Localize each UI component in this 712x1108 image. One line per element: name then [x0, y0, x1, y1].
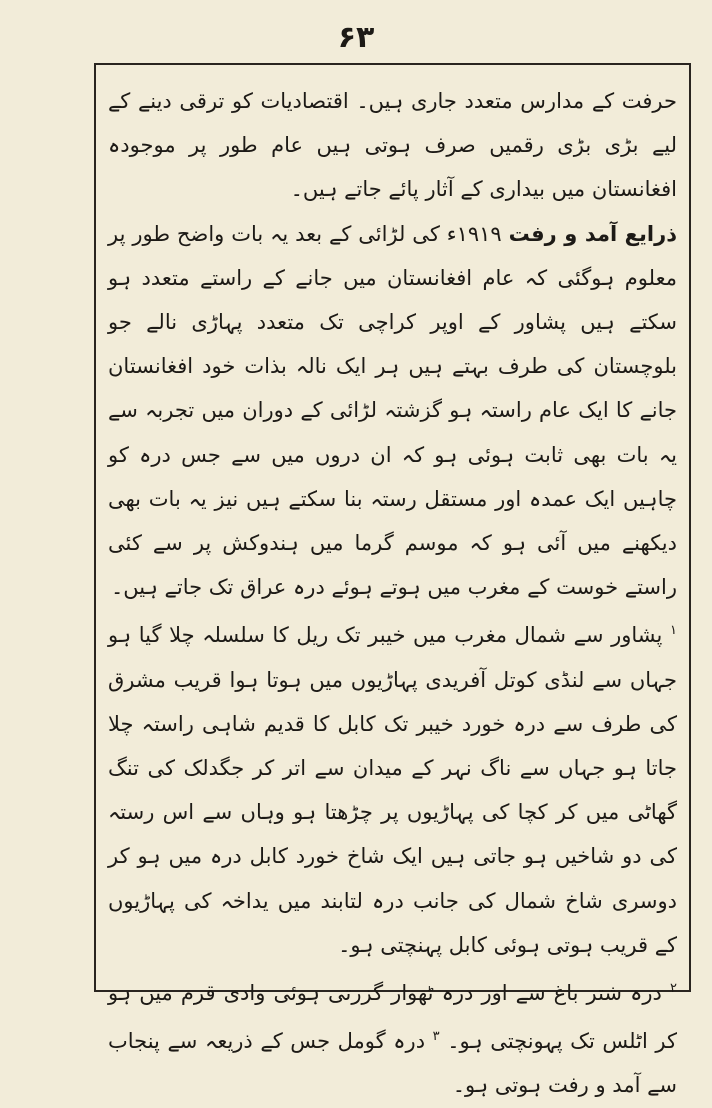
paragraph-1-text: حرفت کے مدارس متعدد جاری ہیں۔ اقتصادیات کو ترقی دینے کے لیے بڑی بڑی رقمیں صرف ہوتی ہیں عام طور پر موجودہ افغانستان میں بیداری کے آثار پائے جاتے ہیں۔ — [108, 89, 677, 202]
section-heading: ذرایع آمد و رفت — [508, 221, 677, 246]
note-mark-1: ۱ — [670, 623, 677, 639]
paragraph-3-text: پشاور سے شمال مغرب میں خیبر تک ریل کا سلسلہ چلا گیا ہو جہاں سے لنڈی کوتل آفریدی پہاڑیوں میں ہوتا ہوا قریب مشرق کی طرف سے درہ خورد خیبر تک کابل کا قدیم شاہی راستہ چلا جاتا ہو جہاں سے ناگ نہر کے میدان سے اتر کر جگدلک کی تنگ گھاٹی میں کر کچا کی پہاڑیوں پر چڑھتا ہو وہاں سے اس رستہ کی دو شاخیں ہو جاتی ہیں ایک شاخ خورد کابل درہ میں ہو کر دوسری شاخ شمال کی جانب درہ لتابند میں یداخہ کی پہاڑیوں کے قریب ہوتی ہوئی کابل پہنچتی ہو۔ — [108, 623, 677, 957]
paragraph-1 — [108, 79, 677, 212]
page-body — [108, 79, 677, 1108]
year-mark: ۱۹۱۹ء — [446, 221, 502, 246]
paragraph-3 — [108, 609, 677, 967]
page-number: ۶۳ — [337, 20, 375, 55]
paragraph-4-text: درہ شتر باغ سے اور درہ ٹھوار گزرتی ہوئی وادی قرم میں ہو کر اٹلس تک پہونچتی ہو۔ — [108, 981, 677, 1054]
note-mark-2: ۲ — [670, 981, 677, 997]
paragraph-4-text-2: درہ گومل جس کے ذریعہ سے پنجاب سے آمد و رفت ہوتی ہو۔ — [108, 1029, 677, 1098]
paragraph-2 — [108, 212, 677, 610]
text-frame — [94, 63, 691, 1098]
paragraph-4 — [108, 967, 677, 1108]
note-mark-3: ۳ — [432, 1029, 440, 1045]
paragraph-2-text: کی لڑائی کے بعد یہ بات واضح طور پر معلوم ہوگئی کہ عام افغانستان میں جانے کے راستے متعدد ہو سکتے ہیں پشاور کے اوپر کراچی تک متعدد پہاڑی نالے جو بلوچستان کی طرف بہتے ہیں ہر ایک نالہ بذات خود افغانستان جانے کا ایک عام راستہ ہو گزشتہ لڑائی کے دوران میں تجربہ سے یہ بات بھی ثابت ہوئی ہو کہ ان دروں میں سے جس درہ کو چاہیں ایک عمدہ اور مستقل رستہ بنا سکتے ہیں نیز یہ بات بھی دیکھنے میں آئی ہو کہ موسم گرما میں ہندوکش پر سے کئی راستے خوست کے مغرب میں ہوتے ہوئے درہ عراق تک جاتے ہیں۔ — [108, 221, 677, 600]
